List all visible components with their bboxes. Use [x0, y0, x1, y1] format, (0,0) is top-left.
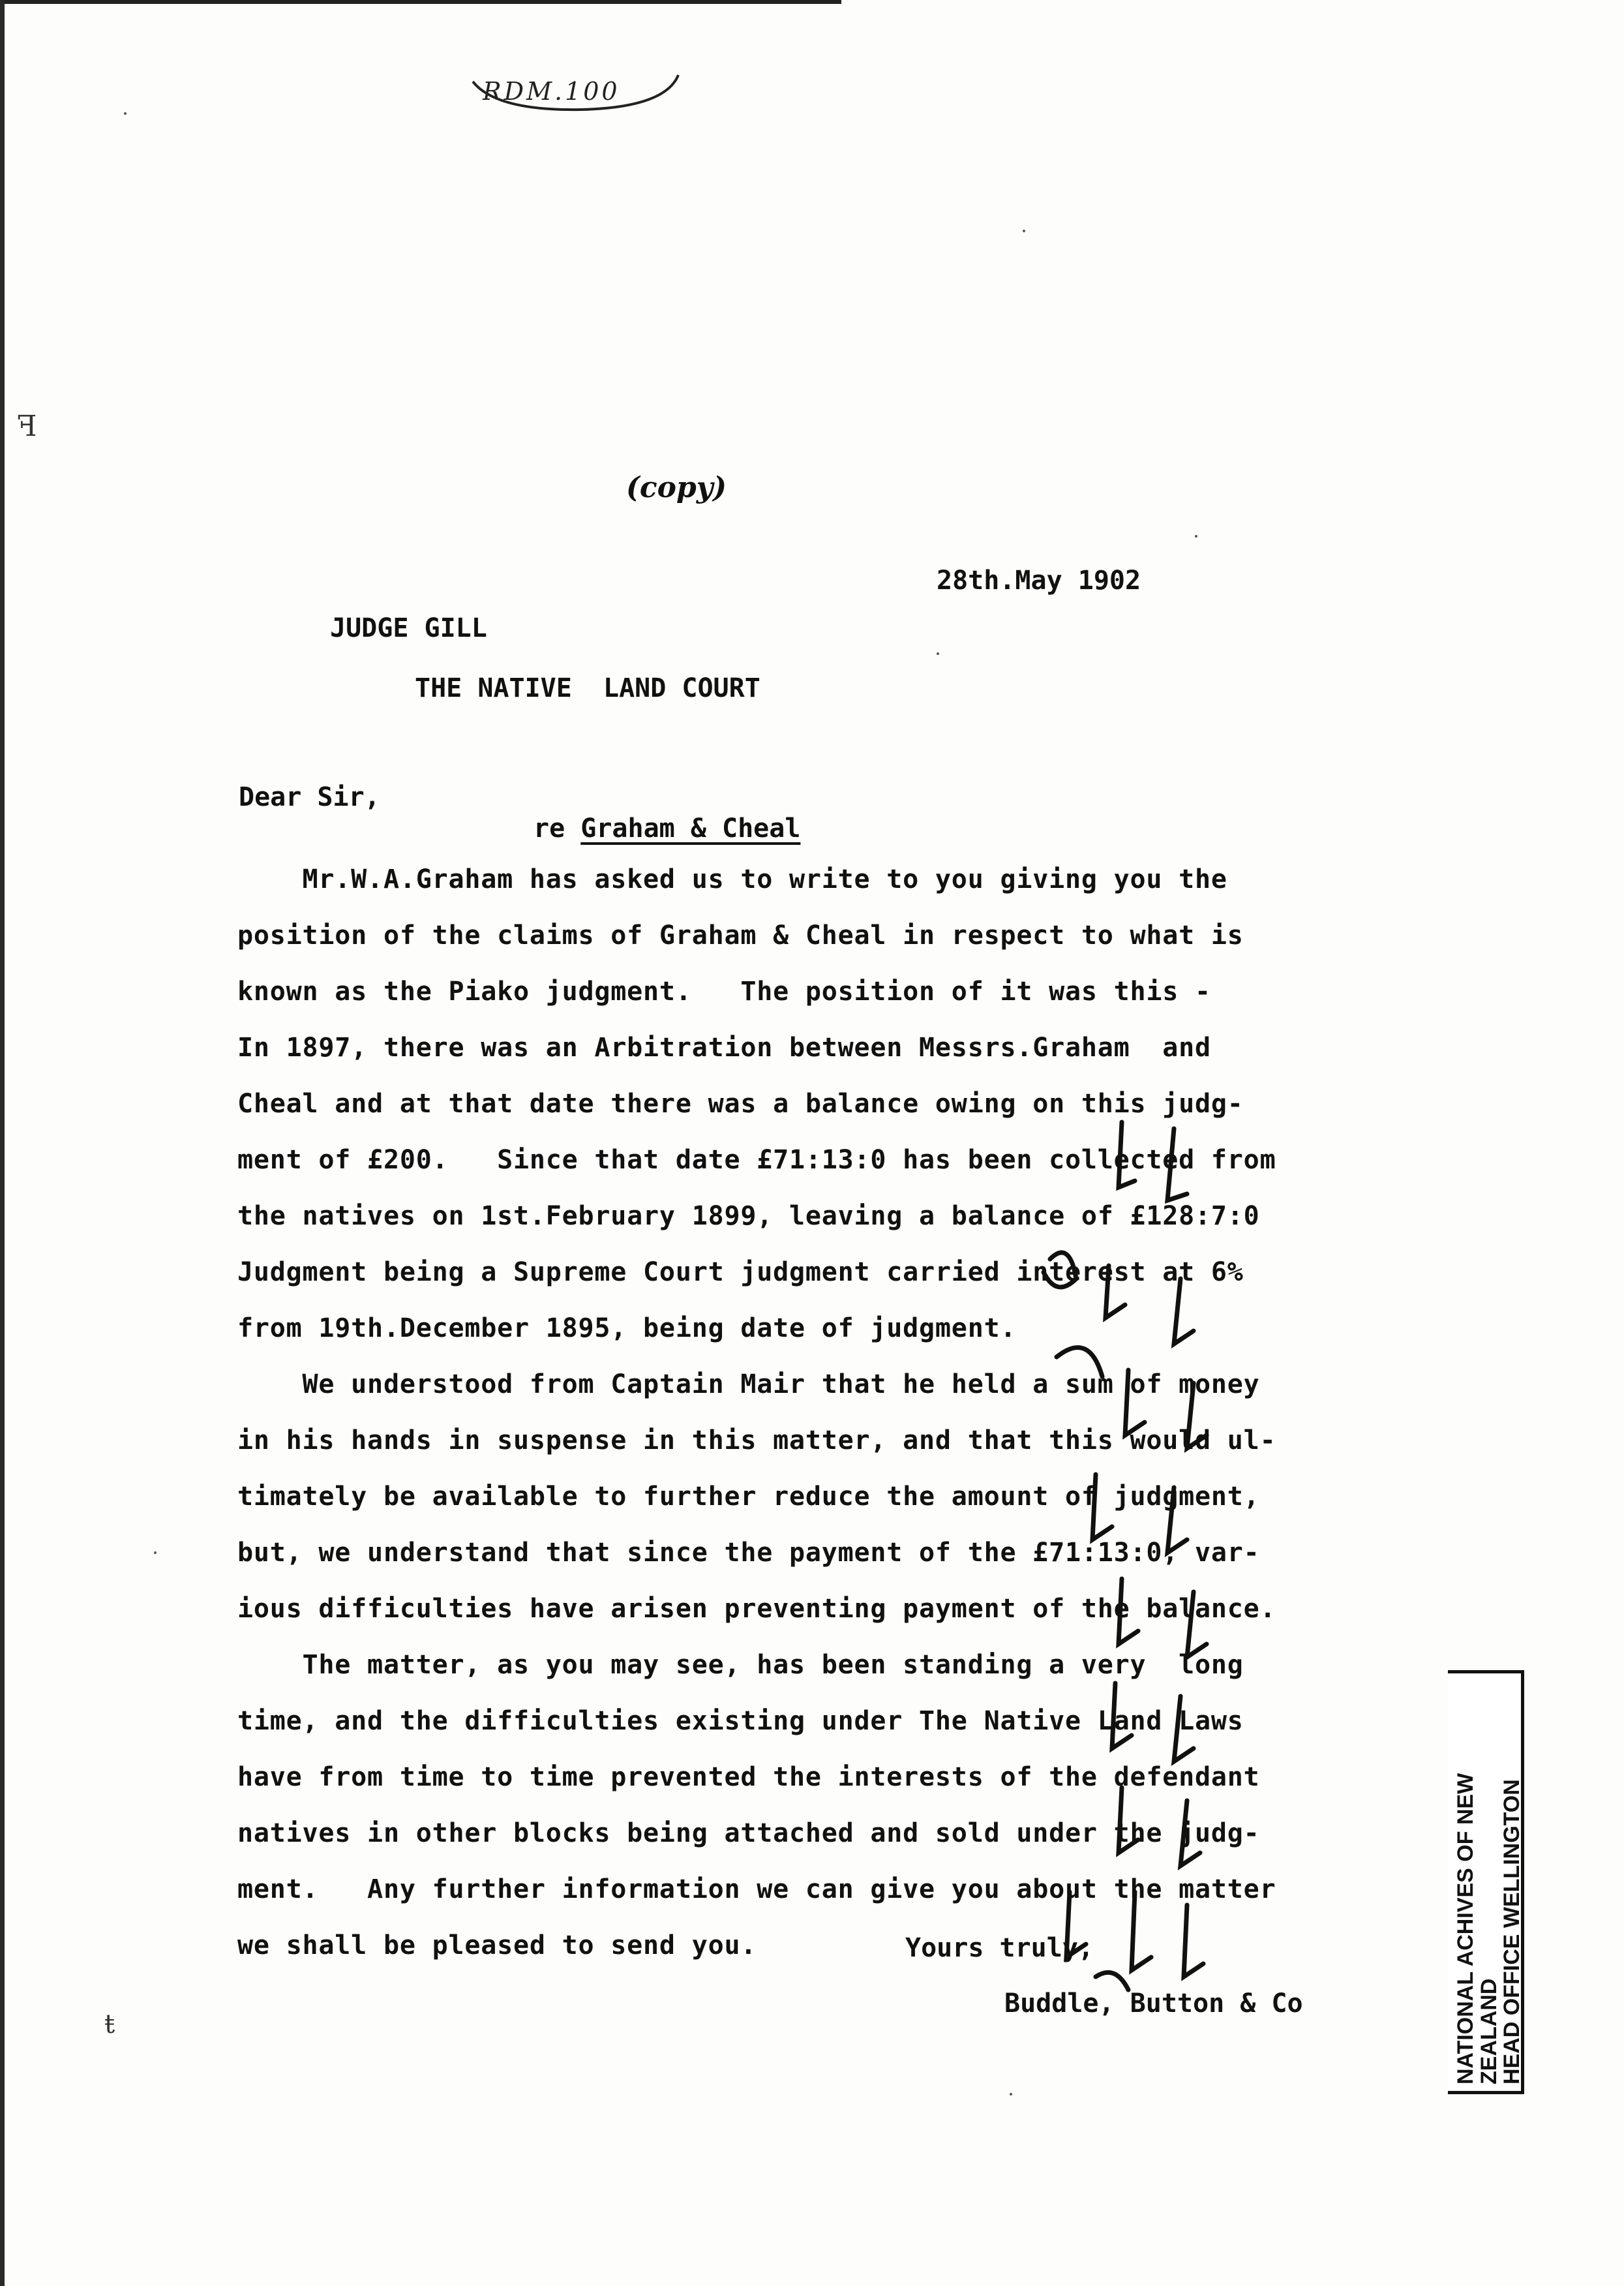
copy-marker: (copy): [626, 471, 727, 504]
body-line: from 19th.December 1895, being date of judgment.: [237, 1313, 1017, 1343]
handwritten-annotation: [978, 1109, 1239, 2088]
body-line: Judgment being a Supreme Court judgment carried interest at 6%: [237, 1257, 1244, 1287]
body-line: ment. Any further information we can give you about the matter: [237, 1874, 1276, 1904]
scan-speck: [1010, 2093, 1012, 2096]
body-line: but, we understand that since the payment of the £71:13:0, var-: [237, 1538, 1260, 1568]
letter-date: 28th.May 1902: [937, 566, 1141, 596]
subject-line: [534, 814, 800, 844]
body-line: time, and the difficulties existing under The Native Land Laws: [237, 1706, 1244, 1736]
scan-speck: [154, 1551, 157, 1554]
margin-mark: ꟻ: [17, 410, 37, 443]
body-line: ment of £200. Since that date £71:13:0 has been collected from: [237, 1145, 1276, 1175]
subject-text: Graham & Cheal: [580, 814, 801, 844]
scan-speck: [124, 112, 127, 115]
stamp-line-1: NATIONAL ACHIVES OF NEW ZEALAND: [1453, 1773, 1501, 2084]
body-line: timately be available to further reduce the amount of judgment,: [237, 1482, 1260, 1512]
body-line: we shall be pleased to send you.: [237, 1930, 757, 1960]
reference-number: RDM.100: [483, 77, 620, 106]
archive-stamp: [1448, 1670, 1524, 2094]
body-line: have from time to time prevented the interests of the defendant: [237, 1762, 1260, 1792]
body-line: known as the Piako judgment. The position of it was this -: [237, 977, 1211, 1007]
scan-edge-top: [0, 0, 841, 4]
body-line: We understood from Captain Mair that he held a sum of money: [237, 1369, 1260, 1399]
scan-speck: [1195, 535, 1197, 538]
scan-speck: [937, 652, 939, 655]
stamp-line-2: HEAD OFFICE WELLINGTON: [1499, 1779, 1525, 2084]
body-line: in his hands in suspense in this matter, and that this would ul-: [237, 1425, 1276, 1455]
subject-prefix: re: [534, 814, 565, 844]
body-line: Cheal and at that date there was a balance owing on this judg-: [237, 1089, 1244, 1119]
scan-speck: [1023, 230, 1025, 232]
archive-stamp-text: [1454, 1680, 1524, 2084]
recipient-name: JUDGE GILL: [330, 613, 487, 643]
body-line: the natives on 1st.February 1899, leaving a balance of £128:7:0: [237, 1201, 1260, 1231]
letter-signoff: Yours truly,: [905, 1933, 1094, 1963]
body-line: ious difficulties have arisen preventing payment of the balance.: [237, 1594, 1276, 1624]
body-line: In 1897, there was an Arbitration between Messrs.Graham and: [237, 1033, 1211, 1063]
salutation: Dear Sir,: [239, 782, 380, 812]
body-line: The matter, as you may see, has been standing a very long: [237, 1650, 1244, 1680]
scan-edge-left: [0, 0, 5, 2286]
recipient-organization: THE NATIVE LAND COURT: [415, 673, 760, 703]
body-line: Mr.W.A.Graham has asked us to write to you giving you the: [237, 864, 1227, 894]
letter-signature: Buddle, Button & Co: [1004, 1989, 1303, 2019]
body-line: position of the claims of Graham & Cheal in respect to what is: [237, 921, 1244, 951]
body-line: natives in other blocks being attached and sold under the judg-: [237, 1818, 1260, 1848]
margin-mark: ŧ: [104, 2009, 115, 2039]
